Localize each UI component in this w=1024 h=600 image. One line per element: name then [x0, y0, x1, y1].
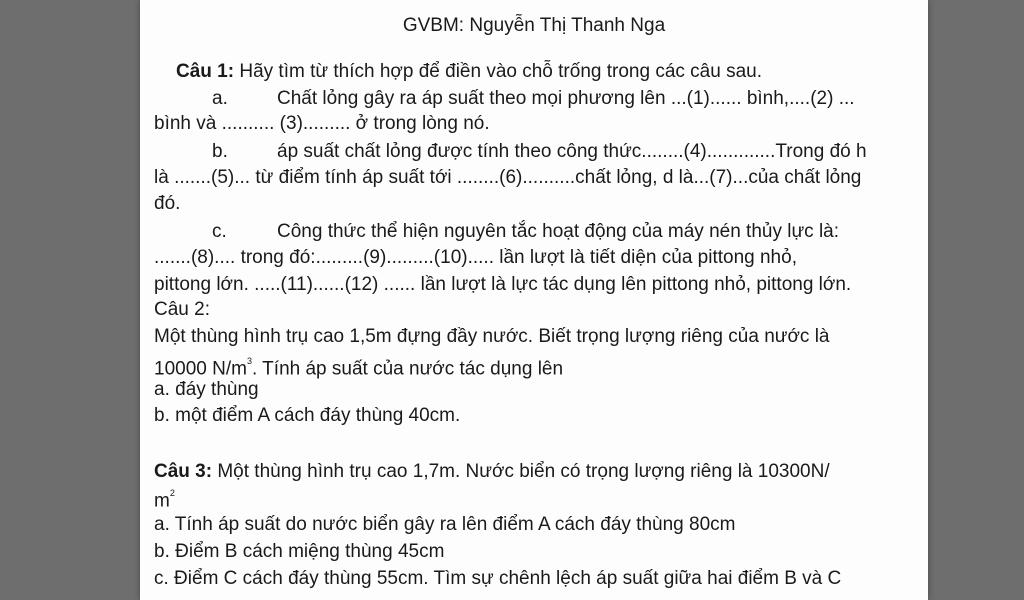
teacher-header: GVBM: Nguyễn Thị Thanh Nga: [402, 15, 666, 36]
q3-text: Một thùng hình trụ cao 1,7m. Nước biển có trọng lượng riêng là 10300N/: [217, 461, 830, 482]
q1-prompt-line: [176, 60, 920, 84]
q2-item-b: b. một điểm A cách đáy thùng 40cm.: [154, 405, 461, 426]
q1-b-marker: b.: [212, 141, 228, 162]
q2-task: . Tính áp suất của nước tác dụng lên: [251, 358, 564, 380]
q1-prompt: Hãy tìm từ thích hợp để điền vào chỗ trống trong các câu sau.: [239, 61, 762, 82]
q1-b-line2: là .......(5)... từ điểm tính áp suất tới ........(6)..........chất lỏng, d là...(7)...của chất lỏng: [154, 167, 862, 188]
q3-unit-exponent: 2: [169, 488, 175, 498]
q3-item-b: b. Điểm B cách miệng thùng 45cm: [154, 541, 445, 562]
q1-b-line3: đó.: [154, 193, 181, 214]
q2-unit: 10000 N/m: [154, 358, 247, 380]
q2-line1: Một thùng hình trụ cao 1,5m đựng đầy nước. Biết trọng lượng riêng của nước là: [154, 326, 830, 347]
q1-a-line1: [212, 87, 920, 111]
q2-label: Câu 2:: [154, 299, 210, 320]
q1-a-text1: Chất lỏng gây ra áp suất theo mọi phương lên ...(1)...... bình,....(2) ...: [277, 88, 855, 109]
q2-unit-exponent: 3: [246, 356, 252, 366]
document-page: [140, 0, 928, 600]
q1-c-line2: .......(8).... trong đó:.........(9).........(10)..... lần lượt là tiết diện của pittong nhỏ,: [154, 247, 797, 268]
q1-c-line3: pittong lớn. .....(11)......(12) ...... lần lượt là lực tác dụng lên pittong nhỏ, pittong lớn.: [154, 274, 852, 295]
q3-unit: m: [154, 490, 170, 512]
q3-label: Câu 3:: [154, 461, 213, 482]
q1-label: Câu 1:: [176, 61, 235, 82]
q2-line2: [154, 352, 920, 381]
q2-item-a: a. đáy thùng: [154, 379, 259, 400]
q1-b-line1: [212, 140, 920, 164]
q1-c-marker: c.: [212, 221, 227, 242]
q3-item-c: c. Điểm C cách đáy thùng 55cm. Tìm sự chênh lệch áp suất giữa hai điểm B và C: [154, 568, 842, 589]
q3-line1: [154, 460, 920, 484]
q1-b-text1: áp suất chất lỏng được tính theo công thức........(4).............Trong đó h: [277, 141, 867, 162]
q3-item-a: a. Tính áp suất do nước biển gây ra lên điểm A cách đáy thùng 80cm: [154, 514, 736, 535]
q1-c-text1: Công thức thể hiện nguyên tắc hoạt động của máy nén thủy lực là:: [277, 221, 840, 242]
q1-a-marker: a.: [212, 88, 228, 109]
q1-a-line2: bình và .......... (3)......... ở trong lòng nó.: [154, 113, 490, 134]
q1-c-line1: [212, 220, 920, 244]
q3-line2: [154, 484, 920, 513]
